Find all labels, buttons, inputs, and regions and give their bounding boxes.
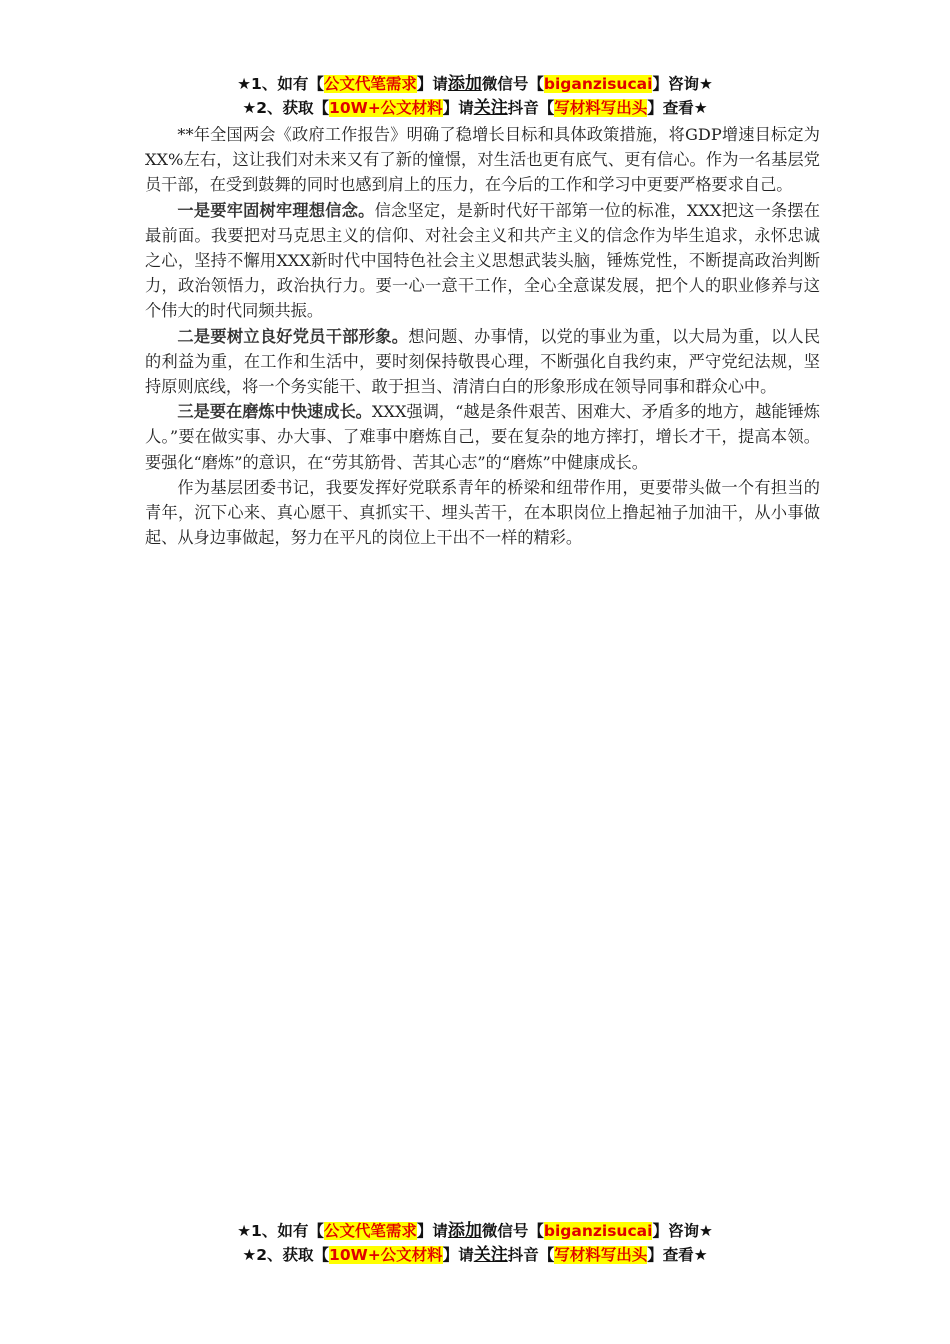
paragraph-intro: **年全国两会《政府工作报告》明确了稳增长目标和具体政策措施，将GDP增速目标定为XX%左右，这让我们对未来又有了新的憧憬，对生活也更有底气、更有信心。作为一名基层党员干部，在受到鼓舞的同时也感到肩上的压力，在今后的工作和学习中更要严格要求自己。 bbox=[145, 125, 820, 195]
underlined-add: 添加 bbox=[447, 1221, 482, 1241]
banner-line-2 bbox=[0, 96, 950, 120]
highlight-douyin: 写材料写出头 bbox=[554, 99, 648, 117]
banner-text: 】请 bbox=[416, 1222, 448, 1240]
banner-line-1 bbox=[0, 1219, 950, 1243]
highlight-wechat-id: biganzisucai bbox=[543, 75, 653, 93]
banner-text: 】请 bbox=[416, 75, 448, 93]
banner-text: 】查看★ bbox=[647, 1246, 708, 1264]
underlined-follow: 关注 bbox=[473, 98, 508, 118]
highlight-ghostwriting: 公文代笔需求 bbox=[323, 75, 417, 93]
header-banner bbox=[0, 72, 950, 120]
banner-text: ★1、如有【 bbox=[237, 75, 324, 93]
paragraph-3-lead: 三是要在磨炼中快速成长。 bbox=[177, 402, 372, 422]
banner-text: 】请 bbox=[442, 1246, 474, 1264]
banner-text: ★1、如有【 bbox=[237, 1222, 324, 1240]
banner-text: 】咨询★ bbox=[652, 1222, 713, 1240]
banner-text: 】咨询★ bbox=[652, 75, 713, 93]
banner-text: 抖音【 bbox=[507, 1246, 555, 1264]
article-body bbox=[145, 122, 820, 550]
highlight-materials: 10W+公文材料 bbox=[329, 1246, 443, 1264]
banner-line-2 bbox=[0, 1243, 950, 1267]
highlight-ghostwriting: 公文代笔需求 bbox=[323, 1222, 417, 1240]
banner-text: 抖音【 bbox=[507, 99, 555, 117]
banner-line-1 bbox=[0, 72, 950, 96]
paragraph-2 bbox=[145, 324, 820, 400]
banner-text: 微信号【 bbox=[481, 75, 544, 93]
highlight-douyin: 写材料写出头 bbox=[554, 1246, 648, 1264]
paragraph-2-text: 想问题、办事情，以党的事业为重，以大局为重，以人民的利益为重，在工作和生活中，要时刻保持敬畏心理，不断强化自我约束，严守党纪法规，坚持原则底线，将一个务实能干、敢于担当、清清白白的形象形成在领导同事和群众心中。 bbox=[145, 326, 821, 397]
banner-text: 】查看★ bbox=[647, 99, 708, 117]
footer-banner bbox=[0, 1219, 950, 1267]
paragraph-3-text: XXX强调，“越是条件艰苦、困难大、矛盾多的地方，越能锤炼人。”要在做实事、办大事、了难事中磨炼自己，要在复杂的地方摔打，增长才干，提高本领。要强化“磨炼”的意识，在“劳其筋骨、苦其心志”的“磨炼”中健康成长。 bbox=[145, 402, 820, 472]
banner-text: ★2、获取【 bbox=[242, 1246, 330, 1264]
paragraph-1-lead: 一是要牢固树牢理想信念。 bbox=[177, 200, 375, 220]
banner-text: 】请 bbox=[442, 99, 474, 117]
paragraph-1 bbox=[145, 198, 820, 324]
paragraph-2-lead: 二是要树立良好党员干部形象。 bbox=[177, 326, 409, 346]
paragraph-conclusion: 作为基层团委书记，我要发挥好党联系青年的桥梁和纽带作用，更要带头做一个有担当的青年，沉下心来、真心愿干、真抓实干、埋头苦干，在本职岗位上撸起袖子加油干，从小事做起、从身边事做起，努力在平凡的岗位上干出不一样的精彩。 bbox=[145, 477, 820, 548]
paragraph-3 bbox=[145, 399, 820, 475]
underlined-follow: 关注 bbox=[473, 1245, 508, 1265]
underlined-add: 添加 bbox=[447, 74, 482, 94]
highlight-materials: 10W+公文材料 bbox=[329, 99, 443, 117]
banner-text: ★2、获取【 bbox=[242, 99, 330, 117]
banner-text: 微信号【 bbox=[481, 1222, 544, 1240]
highlight-wechat-id: biganzisucai bbox=[543, 1222, 653, 1240]
paragraph-1-text: 信念坚定，是新时代好干部第一位的标准，XXX把这一条摆在最前面。我要把对马克思主义的信仰、对社会主义和共产主义的信念作为毕生追求，永怀忠诚之心，坚持不懈用XXX新时代中国特色社会主义思想武装头脑，锤炼党性，不断提高政治判断力，政治领悟力，政治执行力。要一心一意干工作，全心全意谋发展，把个人的职业修养与这个伟大的时代同频共振。 bbox=[145, 200, 820, 321]
